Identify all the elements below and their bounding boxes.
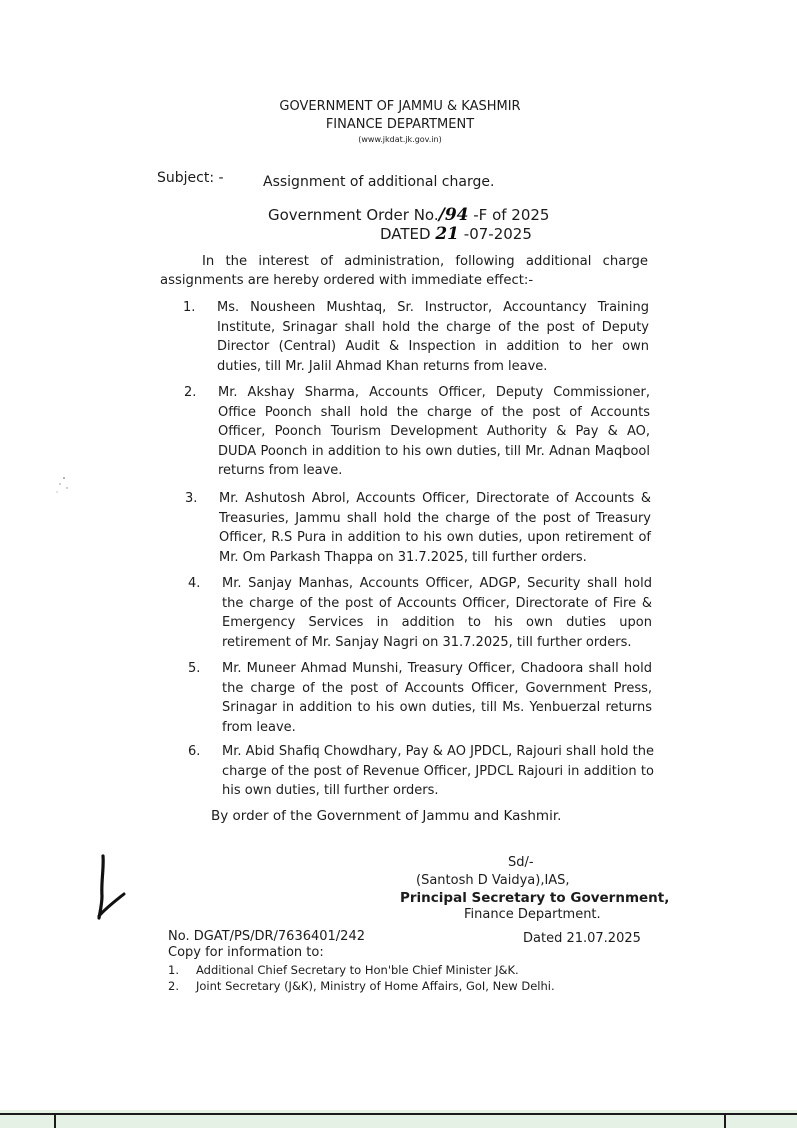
by-order-line: By order of the Government of Jammu and Kashmir. bbox=[211, 808, 562, 824]
reference-date: Dated 21.07.2025 bbox=[523, 931, 641, 946]
item-text: Mr. Sanjay Manhas, Accounts Officer, ADGP, Security shall hold the charge of the post of Accounts Officer, Directorate of Fire & Emergency Services in addition to his own duties upon retirement of Mr. Sanjay Nagri on 31.7.2025, till further orders. bbox=[222, 576, 652, 650]
bottom-tick-left bbox=[54, 1113, 56, 1128]
order-handwritten-number: /94 bbox=[438, 205, 469, 225]
signature-name: (Santosh D Vaidya),IAS, bbox=[416, 873, 570, 888]
item-number: 4. bbox=[188, 576, 201, 591]
order-dated-label: DATED bbox=[380, 225, 436, 243]
order-prefix: Government Order No. bbox=[268, 206, 439, 224]
reference-number: No. DGAT/PS/DR/7636401/242 bbox=[168, 929, 365, 944]
copy-item bbox=[168, 963, 519, 977]
order-number bbox=[268, 205, 549, 225]
copy-heading: Copy for information to: bbox=[168, 945, 324, 960]
item-text: Mr. Ashutosh Abrol, Accounts Officer, Directorate of Accounts & Treasuries, Jammu shall hold the charge of the post of Treasury Officer, R.S Pura in addition to his own duties, upon retirement of Mr. Om Parkash Thappa on 31.7.2025, till further orders. bbox=[219, 491, 651, 565]
item-text: Mr. Muneer Ahmad Munshi, Treasury Officer, Chadoora shall hold the charge of the post of Accounts Officer, Government Press, Srinagar in addition to his own duties, till Ms. Yenbuerzal returns from leave. bbox=[222, 661, 652, 735]
bottom-scan-edge bbox=[0, 1110, 797, 1128]
header-government: GOVERNMENT OF JAMMU & KASHMIR bbox=[279, 99, 521, 114]
copy-item-number: 1. bbox=[168, 963, 179, 977]
signature-title: Principal Secretary to Government, bbox=[400, 890, 670, 906]
bottom-tick-right bbox=[724, 1113, 726, 1128]
order-date-suffix: -07-2025 bbox=[459, 225, 532, 243]
header-website: (www.jkdat.jk.gov.in) bbox=[358, 135, 442, 144]
copy-item-text: Joint Secretary (J&K), Ministry of Home Affairs, GoI, New Delhi. bbox=[196, 979, 555, 993]
copy-item-number: 2. bbox=[168, 979, 179, 993]
item-number: 2. bbox=[184, 385, 197, 400]
order-handwritten-day: 21 bbox=[435, 224, 460, 244]
subject-text: Assignment of additional charge. bbox=[263, 174, 495, 190]
handwritten-initial bbox=[90, 852, 128, 922]
item-text: Mr. Abid Shafiq Chowdhary, Pay & AO JPDCL, Rajouri shall hold the charge of the post of Revenue Officer, JPDCL Rajouri in addition to his own duties, till further orders. bbox=[222, 744, 654, 798]
signature-sd: Sd/- bbox=[508, 855, 534, 870]
copy-item bbox=[168, 979, 555, 993]
item-number: 3. bbox=[185, 491, 198, 506]
subject-label: Subject: - bbox=[157, 170, 224, 186]
header-department: FINANCE DEPARTMENT bbox=[325, 117, 475, 132]
intro-paragraph: In the interest of administration, following additional charge assignments are hereby ordered with immediate effect:- bbox=[160, 254, 648, 288]
item-text: Mr. Akshay Sharma, Accounts Officer, Deputy Commissioner, Office Poonch shall hold the charge of the post of Accounts Officer, Poonch Tourism Development Authority & Pay & AO, DUDA Poonch in addition to his own duties, till Mr. Adnan Maqbool returns from leave. bbox=[218, 385, 650, 478]
signature-department: Finance Department. bbox=[464, 907, 601, 922]
item-number: 1. bbox=[183, 300, 196, 315]
order-suffix: -F of 2025 bbox=[468, 206, 550, 224]
copy-item-text: Additional Chief Secretary to Hon'ble Chief Minister J&K. bbox=[196, 963, 519, 977]
bottom-rule bbox=[0, 1113, 797, 1115]
item-text: Ms. Nousheen Mushtaq, Sr. Instructor, Accountancy Training Institute, Srinagar shall hold the charge of the post of Deputy Director (Central) Audit & Inspection in addition to her own duties, till Mr. Jalil Ahmad Khan returns from leave. bbox=[217, 300, 649, 374]
item-number: 5. bbox=[188, 661, 201, 676]
item-number: 6. bbox=[188, 744, 201, 759]
order-date bbox=[380, 224, 532, 244]
scan-specks bbox=[48, 470, 78, 500]
